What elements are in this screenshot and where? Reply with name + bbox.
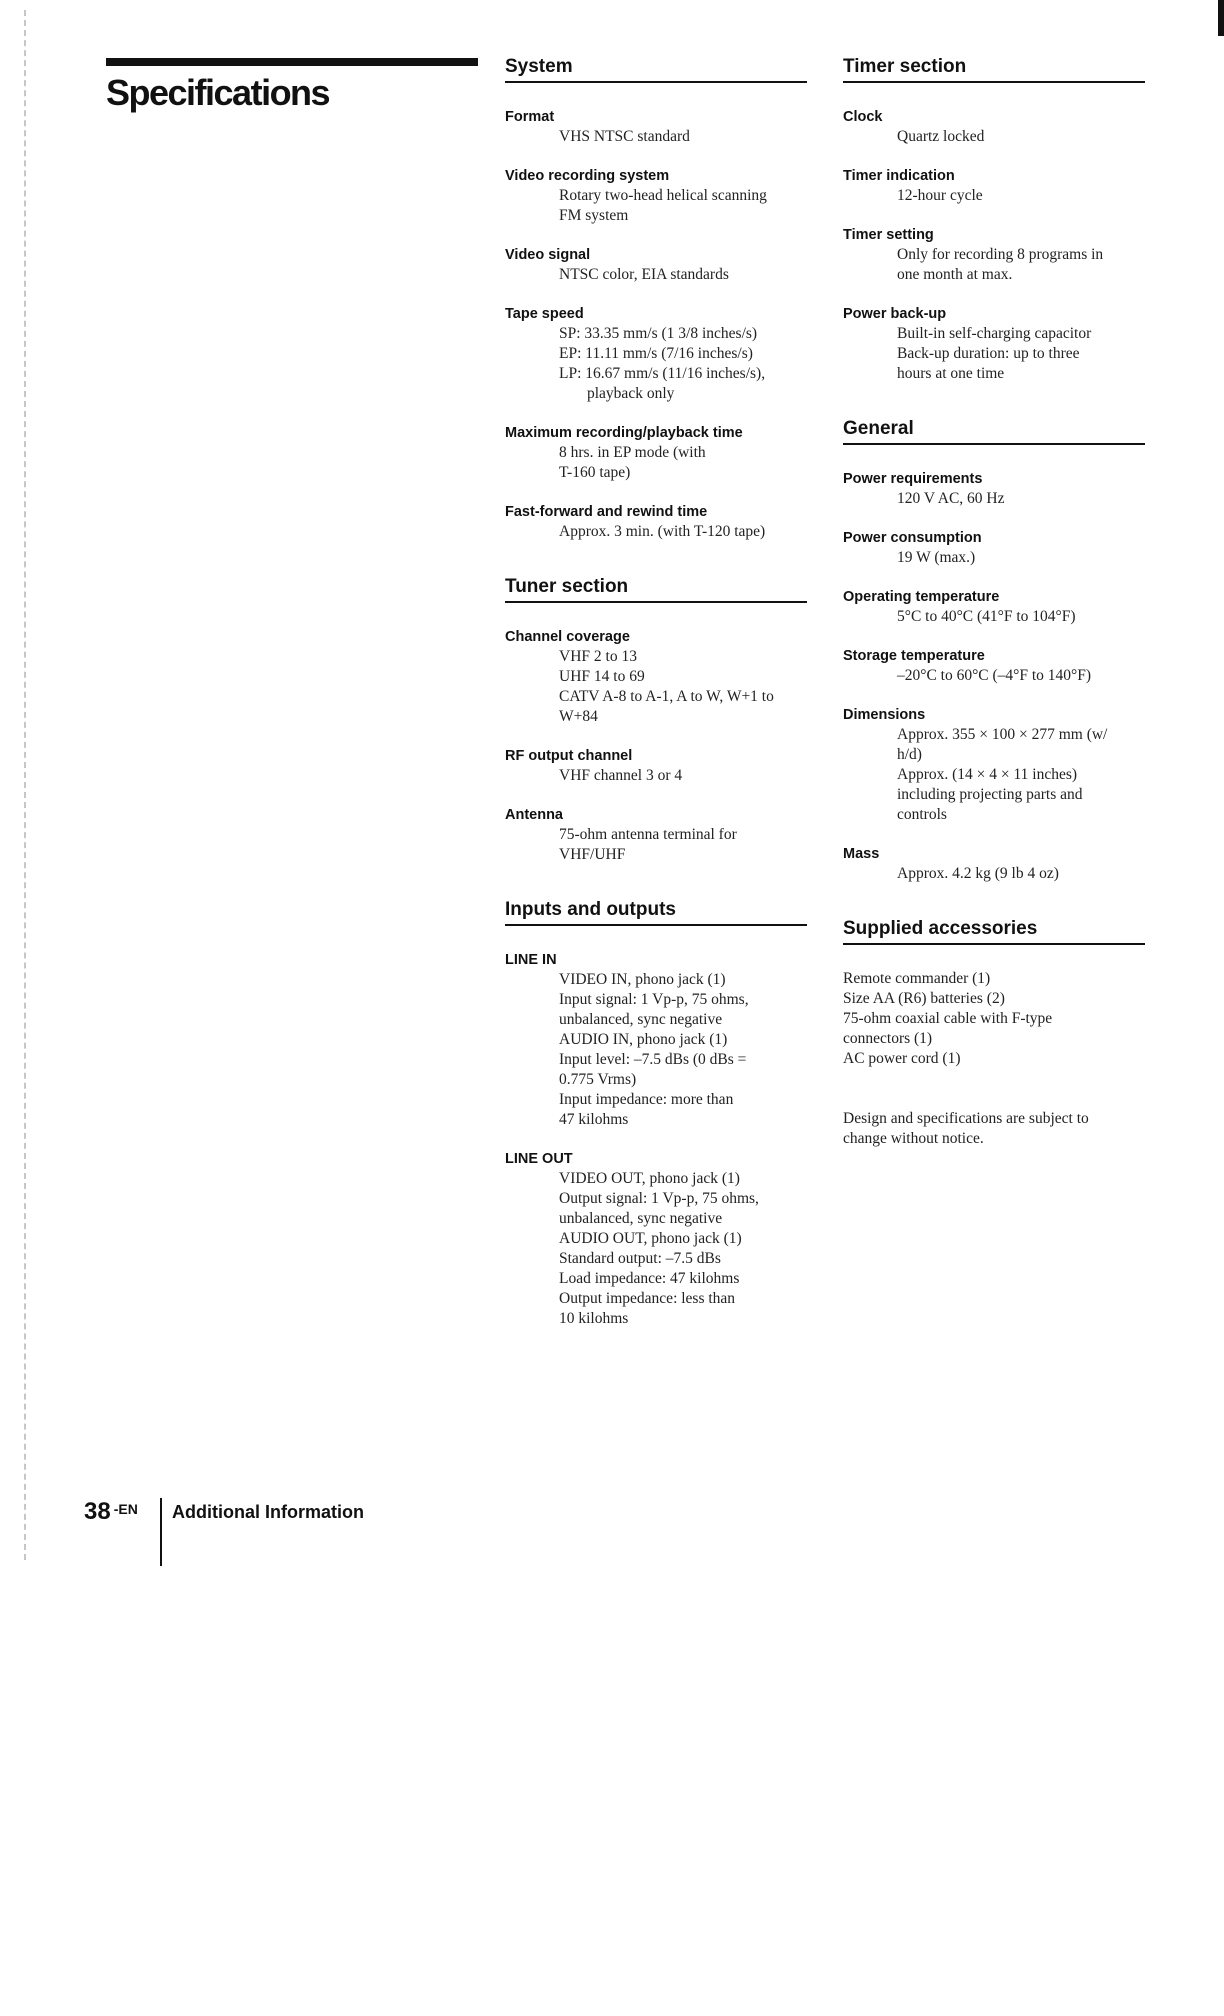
spec-value: Standard output: –7.5 dBs bbox=[559, 1250, 721, 1267]
spec-value: VHF/UHF bbox=[559, 846, 626, 863]
spec-value: AUDIO IN, phono jack (1) bbox=[559, 1031, 728, 1048]
spec-value: CATV A-8 to A-1, A to W, W+1 to bbox=[559, 688, 774, 705]
spec-value: Input impedance: more than bbox=[559, 1091, 734, 1108]
spec-value: EP: 11.11 mm/s (7/16 inches/s) bbox=[559, 345, 753, 362]
spec-label: LINE IN bbox=[505, 952, 557, 968]
spec-label: Antenna bbox=[505, 807, 563, 823]
spec-value: Only for recording 8 programs in bbox=[897, 246, 1104, 263]
spec-label: LINE OUT bbox=[505, 1151, 573, 1167]
spec-value: Load impedance: 47 kilohms bbox=[559, 1270, 740, 1287]
spec-value: VIDEO IN, phono jack (1) bbox=[559, 971, 726, 988]
spec-value: controls bbox=[897, 806, 947, 823]
spec-label: Storage temperature bbox=[843, 648, 985, 664]
spec-item bbox=[843, 528, 1145, 568]
spec-label: Clock bbox=[843, 109, 883, 125]
spec-value: UHF 14 to 69 bbox=[559, 668, 645, 685]
timer-heading: Timer section bbox=[843, 56, 1145, 83]
general-section bbox=[843, 418, 1145, 884]
spec-label: Mass bbox=[843, 846, 880, 862]
spec-value: 10 kilohms bbox=[559, 1310, 629, 1327]
notice-line: change without notice. bbox=[843, 1130, 984, 1147]
spec-value: VHF channel 3 or 4 bbox=[559, 767, 683, 784]
spec-value: hours at one time bbox=[897, 365, 1005, 382]
spec-value: Approx. 355 × 100 × 277 mm (w/ bbox=[897, 726, 1108, 743]
spec-item bbox=[505, 166, 807, 226]
spec-label: Fast-forward and rewind time bbox=[505, 504, 708, 520]
tuner-section bbox=[505, 576, 807, 865]
spec-value: unbalanced, sync negative bbox=[559, 1210, 723, 1227]
spec-value: Approx. (14 × 4 × 11 inches) bbox=[897, 766, 1078, 783]
spec-item bbox=[843, 469, 1145, 509]
page-title: Specifications bbox=[106, 72, 330, 113]
spec-value: Rotary two-head helical scanning bbox=[559, 187, 767, 204]
system-heading: System bbox=[505, 56, 807, 83]
spec-label: Power consumption bbox=[843, 530, 982, 546]
page-number bbox=[84, 1498, 138, 1526]
general-heading: General bbox=[843, 418, 1145, 445]
spec-value: W+84 bbox=[559, 708, 598, 725]
page-number-value: 38 bbox=[84, 1498, 111, 1525]
title-rule bbox=[106, 58, 478, 66]
spec-value: Approx. 4.2 kg (9 lb 4 oz) bbox=[897, 865, 1059, 882]
spec-value: AUDIO OUT, phono jack (1) bbox=[559, 1230, 742, 1247]
spec-item bbox=[843, 705, 1145, 825]
spec-value: Quartz locked bbox=[897, 128, 985, 145]
footer-divider bbox=[160, 1498, 162, 1566]
spec-label: Video signal bbox=[505, 247, 591, 263]
spec-label: Timer setting bbox=[843, 227, 934, 243]
accessory-line: Remote commander (1) bbox=[843, 970, 991, 987]
spec-value: 8 hrs. in EP mode (with bbox=[559, 444, 706, 461]
spec-value: Output signal: 1 Vp-p, 75 ohms, bbox=[559, 1190, 759, 1207]
spec-item bbox=[843, 225, 1145, 285]
spec-value: VHF 2 to 13 bbox=[559, 648, 637, 665]
spec-item bbox=[843, 587, 1145, 627]
spec-value: VHS NTSC standard bbox=[559, 128, 690, 145]
spec-value: Approx. 3 min. (with T-120 tape) bbox=[559, 523, 766, 540]
spec-value: Built-in self-charging capacitor bbox=[897, 325, 1092, 342]
spec-item bbox=[843, 166, 1145, 206]
spec-item bbox=[843, 107, 1145, 147]
spec-item bbox=[843, 646, 1145, 686]
timer-section bbox=[843, 56, 1145, 384]
spec-item bbox=[505, 805, 807, 865]
spec-label: Power requirements bbox=[843, 471, 983, 487]
spec-value: 120 V AC, 60 Hz bbox=[897, 490, 1005, 507]
spec-value: Input signal: 1 Vp-p, 75 ohms, bbox=[559, 991, 749, 1008]
footer-section-title: Additional Information bbox=[172, 1502, 364, 1522]
system-section bbox=[505, 56, 807, 542]
spec-item bbox=[505, 423, 807, 483]
accessory-line: AC power cord (1) bbox=[843, 1050, 961, 1067]
spec-label: Operating temperature bbox=[843, 589, 1000, 605]
right-spec-column bbox=[843, 56, 1145, 1183]
spec-label: Channel coverage bbox=[505, 629, 630, 645]
spec-item bbox=[843, 844, 1145, 884]
corner-mark bbox=[1218, 0, 1224, 36]
io-heading: Inputs and outputs bbox=[505, 899, 807, 926]
spec-item bbox=[505, 107, 807, 147]
change-notice bbox=[843, 1109, 1145, 1149]
spec-item bbox=[505, 627, 807, 727]
spec-label: Power back-up bbox=[843, 306, 947, 322]
accessories-section bbox=[843, 918, 1145, 1149]
spec-value: –20°C to 60°C (–4°F to 140°F) bbox=[897, 667, 1092, 684]
spec-item bbox=[505, 245, 807, 285]
spec-value: playback only bbox=[587, 385, 675, 402]
spec-item bbox=[505, 950, 807, 1130]
spec-label: RF output channel bbox=[505, 748, 633, 764]
spec-item bbox=[505, 1149, 807, 1329]
spec-item bbox=[843, 304, 1145, 384]
spec-value: NTSC color, EIA standards bbox=[559, 266, 729, 283]
spec-value: unbalanced, sync negative bbox=[559, 1011, 723, 1028]
spec-value: one month at max. bbox=[897, 266, 1013, 283]
spec-value: 47 kilohms bbox=[559, 1111, 629, 1128]
spec-value: VIDEO OUT, phono jack (1) bbox=[559, 1170, 740, 1187]
spec-value: T-160 tape) bbox=[559, 464, 631, 481]
spec-value: 5°C to 40°C (41°F to 104°F) bbox=[897, 608, 1076, 625]
spec-value: LP: 16.67 mm/s (11/16 inches/s), bbox=[559, 365, 766, 382]
accessories-heading: Supplied accessories bbox=[843, 918, 1145, 945]
spec-label: Maximum recording/playback time bbox=[505, 425, 743, 441]
spec-label: Dimensions bbox=[843, 707, 926, 723]
spec-item bbox=[505, 304, 807, 404]
binding-edge bbox=[24, 10, 28, 1560]
accessory-line: 75-ohm coaxial cable with F-type bbox=[843, 1010, 1053, 1027]
spec-label: Timer indication bbox=[843, 168, 955, 184]
spec-value: Back-up duration: up to three bbox=[897, 345, 1080, 362]
accessory-line: connectors (1) bbox=[843, 1030, 933, 1047]
spec-value: including projecting parts and bbox=[897, 786, 1083, 803]
spec-item bbox=[505, 746, 807, 786]
io-section bbox=[505, 899, 807, 1329]
spec-item bbox=[505, 502, 807, 542]
spec-value: Output impedance: less than bbox=[559, 1290, 736, 1307]
page-language-suffix: -EN bbox=[113, 1501, 138, 1517]
spec-label: Video recording system bbox=[505, 168, 670, 184]
spec-label: Tape speed bbox=[505, 306, 584, 322]
spec-label: Format bbox=[505, 109, 555, 125]
left-spec-column bbox=[505, 56, 807, 1363]
spec-value: 75-ohm antenna terminal for bbox=[559, 826, 737, 843]
tuner-heading: Tuner section bbox=[505, 576, 807, 603]
spec-value: 19 W (max.) bbox=[897, 549, 976, 566]
accessory-line: Size AA (R6) batteries (2) bbox=[843, 990, 1005, 1007]
spec-value: 0.775 Vrms) bbox=[559, 1071, 637, 1088]
spec-value: 12-hour cycle bbox=[897, 187, 983, 204]
spec-value: h/d) bbox=[897, 746, 922, 763]
spec-value: SP: 33.35 mm/s (1 3/8 inches/s) bbox=[559, 325, 758, 342]
spec-value: Input level: –7.5 dBs (0 dBs = bbox=[559, 1051, 747, 1068]
notice-line: Design and specifications are subject to bbox=[843, 1110, 1089, 1127]
spec-value: FM system bbox=[559, 207, 629, 224]
